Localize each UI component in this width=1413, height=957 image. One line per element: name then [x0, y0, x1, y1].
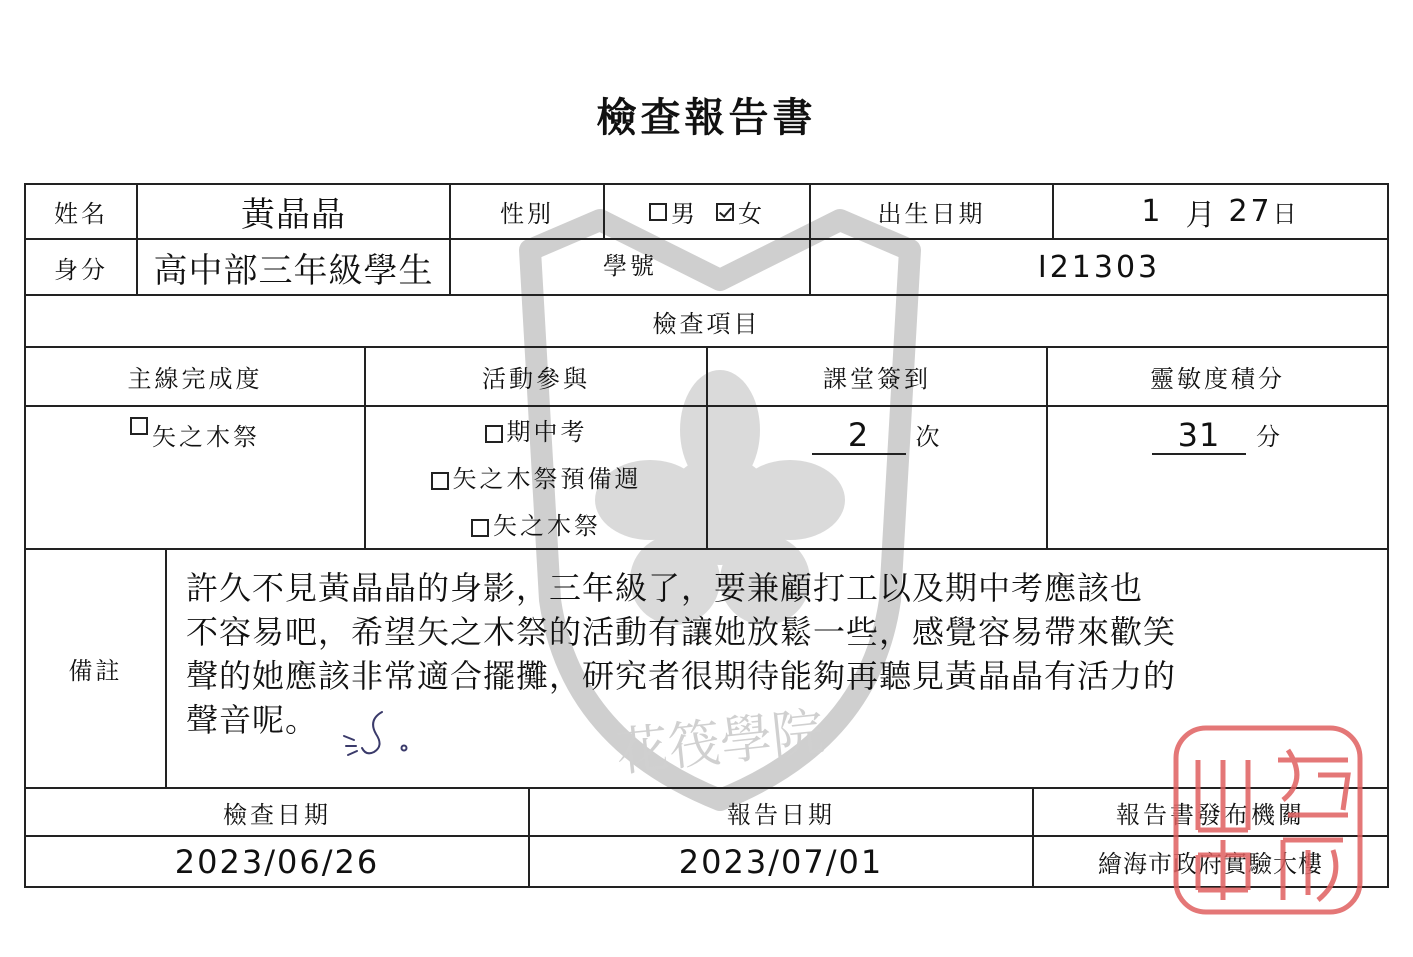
student-id-value: I21303 [1037, 249, 1161, 285]
activity-heading: 活動參與 [482, 365, 590, 393]
name-value: 黃晶晶 [241, 195, 346, 235]
main-story-item: 矢之木祭 [152, 423, 260, 451]
student-id-label: 學號 [603, 251, 657, 280]
report-date-value: 2023/07/01 [678, 842, 884, 881]
attendance-heading: 課堂簽到 [823, 365, 931, 393]
issuer-label: 報告書發布機關 [1116, 800, 1305, 829]
main-story-checkbox[interactable] [130, 417, 148, 435]
activity-checkbox[interactable] [431, 472, 449, 490]
gender-label: 性別 [500, 200, 554, 228]
remarks-line: 聲的她應該非常適合擺攤，研究者很期待能夠再聽見黃晶晶有活力的 [186, 657, 1177, 695]
svg-text:花筏學院: 花筏學院 [613, 702, 827, 784]
activity-item: 矢之木祭 [471, 503, 601, 550]
sensitivity-cell [1048, 407, 1387, 548]
activity-item: 期中考 [485, 409, 588, 456]
sensitivity-score: 31 [1152, 417, 1246, 455]
birth-date [1054, 185, 1387, 238]
remarks-label: 備註 [68, 657, 123, 685]
gender-female-label: 女 [738, 200, 765, 228]
activity-item: 矢之木祭預備週 [431, 456, 642, 503]
official-seal-stamp [1168, 720, 1368, 920]
attendance-unit: 次 [915, 423, 943, 451]
birth-day: 27 [1228, 194, 1273, 229]
birth-month-unit: 月 [1185, 197, 1219, 233]
activity-checkbox[interactable] [485, 425, 503, 443]
report-date-label: 報告日期 [727, 800, 835, 829]
activity-checkbox[interactable] [471, 519, 489, 537]
main-story-cell [26, 407, 364, 548]
birth-month: 1 [1141, 194, 1164, 229]
remarks-line: 聲音呢。 [186, 701, 319, 739]
sensitivity-heading: 靈敏度積分 [1150, 365, 1285, 393]
identity-label: 身分 [54, 255, 108, 284]
issuer-value: 繪海市政府實驗大樓 [1098, 850, 1323, 878]
attendance-count: 2 [812, 417, 906, 455]
check-date-value: 2023/06/26 [174, 842, 380, 881]
items-heading: 檢查項目 [652, 309, 761, 338]
remarks-line: 不容易吧，希望矢之木祭的活動有讓她放鬆一些，感覺容易帶來歡笑 [186, 613, 1177, 651]
gender-male-label: 男 [671, 200, 698, 228]
sigh-doodle-icon [338, 700, 418, 760]
sensitivity-unit: 分 [1256, 423, 1283, 451]
gender-female-checkbox[interactable] [716, 203, 734, 221]
birth-label: 出生日期 [877, 200, 986, 228]
birth-day-unit: 日 [1272, 200, 1300, 228]
gender-male-checkbox[interactable] [649, 203, 667, 221]
main-story-heading: 主線完成度 [127, 365, 263, 393]
name-label: 姓名 [54, 200, 108, 228]
attendance-cell [708, 407, 1046, 548]
activity-cell [366, 407, 706, 548]
gender-options [605, 185, 809, 238]
document-title: 檢查報告書 [596, 94, 817, 141]
identity-value: 高中部三年級學生 [153, 250, 434, 291]
check-date-label: 檢查日期 [223, 800, 331, 829]
remarks-line: 許久不見黃晶晶的身影，三年級了，要兼顧打工以及期中考應該也 [186, 569, 1144, 607]
